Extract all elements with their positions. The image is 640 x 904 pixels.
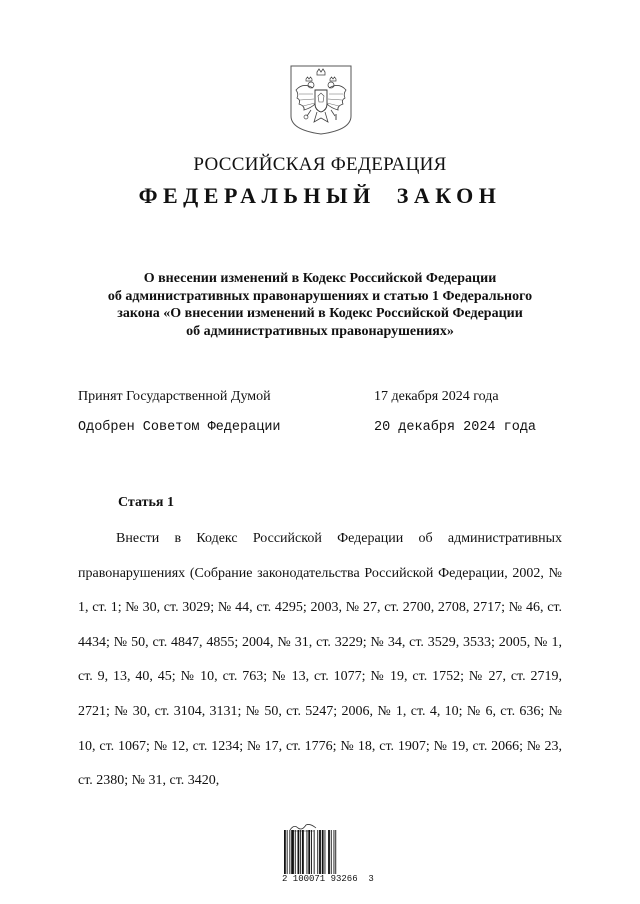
barcode-bar [287,830,288,874]
adoption-row-duma [78,389,558,409]
law-type-heading: ФЕДЕРАЛЬНЫЙ ЗАКОН [138,183,502,208]
barcode-bar [308,830,310,874]
barcode-bar [335,830,336,874]
article-heading: Статья 1 [118,495,174,510]
barcode-bar [334,830,335,874]
adoption-date: 17 декабря 2024 года [374,389,499,404]
adoption-date: 20 декабря 2024 года [374,420,537,435]
barcode-bar [307,830,308,874]
adoption-row-council [78,420,558,440]
barcode-bar [291,830,294,874]
barcode-bar [319,830,321,874]
barcode-bar [289,830,290,874]
barcode-bar [298,830,300,874]
adoption-body: Принят Государственной Думой [78,389,271,404]
barcode-bar [328,830,330,874]
coat-of-arms-emblem [289,64,353,136]
adoption-body: Одобрен Советом Федерации [78,420,281,435]
country-heading: РОССИЙСКАЯ ФЕДЕРАЦИЯ [193,154,447,175]
barcode-bar [284,830,286,874]
double-headed-eagle-icon [289,64,353,136]
barcode-bar [325,830,326,874]
barcode-bar [295,830,296,874]
barcode-bars-icon [284,830,360,874]
barcode-bar [311,830,312,874]
barcode-bar [300,830,301,874]
barcode-bar [331,830,332,874]
barcode-bar [322,830,324,874]
barcode-bar [317,830,318,874]
law-title-line: об административных правонарушениях и статью 1 Федерального [107,288,533,304]
barcode [282,822,374,884]
barcode-digits: 2 100071 93266 3 [282,874,374,884]
law-title-line: О внесении изменений в Кодекс Российской Федерации [143,271,497,286]
law-title-line: закона «О внесении изменений в Кодекс Российской Федерации [117,306,523,321]
law-title-line: об административных правонарушениях» [186,323,454,339]
barcode-bar [314,830,315,874]
article-text: Внести в Кодекс Российской Федерации об административных правонарушениях (Собрание законодательства Российской Федерации, 2002, № 1, ст. 1; № 30, ст. 3029; № 44, ст. 4295; 2003, № 27, ст. 2700, 2708, 2717; № 46, ст. 4434; № 50, ст. 4847, 4855; 2004, № 31, ст. 3229; № 34, ст. 3529, 3533; 2005, № 1, ст. 9, 13, 40, 45; № 10, ст. 763; № 13, ст. 1077; № 19, ст. 1752; № 27, ст. 2719, 2721; № 30, ст. 3104, 3131; № 50, ст. 5247; 2006, № 1, ст. 4, 10; № 6, ст. 636; № 10, ст. 1067; № 12, ст. 1234; № 17, ст. 1776; № 18, ст. 1907; № 19, ст. 2066; № 23, ст. 2380; № 31, ст. 3420, [78,531,562,789]
law-title [60,270,580,340]
barcode-bar [302,830,304,874]
